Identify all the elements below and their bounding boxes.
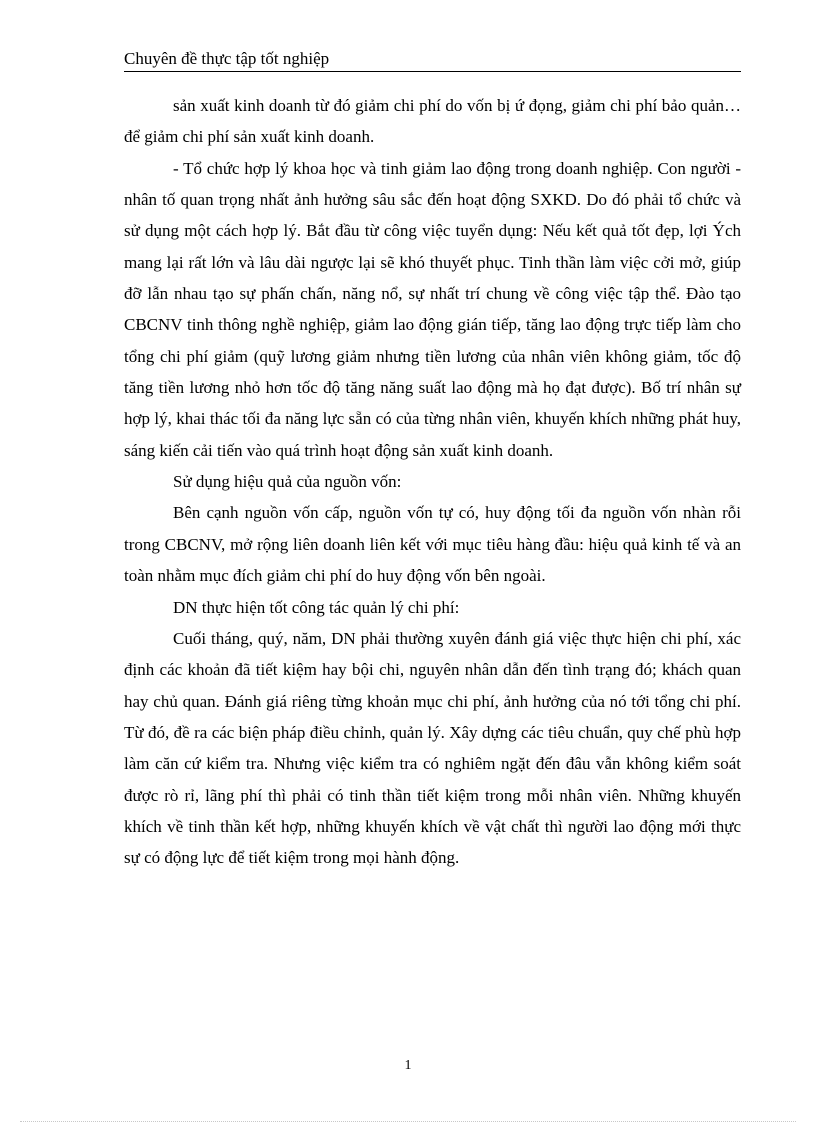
paragraph: Bên cạnh nguồn vốn cấp, nguồn vốn tự có, huy động tối đa nguồn vốn nhàn rỗi trong CBCNV, mở rộng liên doanh liên kết với mục tiêu hàng đầu: hiệu quả kinh tế và an toàn nhằm mục đích giảm chi phí do huy động vốn bên ngoài.	[124, 503, 741, 586]
page-header: Chuyên đề thực tập tốt nghiệp	[124, 48, 741, 72]
paragraph: Cuối tháng, quý, năm, DN phải thường xuyên đánh giá việc thực hiện chi phí, xác định các khoản đã tiết kiệm hay bội chi, nguyên nhân dẫn đến tình trạng đó; khách quan hay chủ quan. Đánh giá riêng từng khoản mục chi phí, ảnh hưởng của nó tới tổng chi phí. Từ đó, đề ra các biện pháp điều chỉnh, quản lý. Xây dựng các tiêu chuẩn, quy chế phù hợp làm căn cứ kiểm tra. Nhưng việc kiểm tra có nghiêm ngặt đến đâu vẫn không kiểm soát được rò rỉ, lãng phí thì phải có tinh thần tiết kiệm trong mỗi nhân viên. Những khuyến khích về tinh thần kết hợp, những khuyến khích về vật chất thì người lao động mới thực sự có động lực để tiết kiệm trong mọi hành động.	[124, 628, 741, 868]
page-number: 1	[404, 1058, 412, 1073]
section-heading: DN thực hiện tốt công tác quản lý chi phí:	[173, 597, 460, 617]
paragraph: - Tổ chức hợp lý khoa học và tinh giảm lao động trong doanh nghiệp. Con người - nhân tố quan trọng nhất ảnh hưởng sâu sắc đến hoạt động SXKD. Do đó phải tổ chức và sử dụng một cách hợp lý. Bắt đầu từ công việc tuyển dụng: Nếu kết quả tốt đẹp, lợi Ých mang lại rất lớn và lâu dài ngược lại sẽ khó thuyết phục. Tinh thần làm việc cởi mở, giúp đỡ lẫn nhau tạo sự phấn chấn, năng nổ, sự nhất trí chung về công việc tập thể. Đào tạo CBCNV tinh thông nghề nghiệp, giảm lao động gián tiếp, tăng lao động trực tiếp làm cho tổng chi phí giảm (quỹ lương giảm nhưng tiền lương của nhân viên không giảm, tốc độ tăng tiền lương nhỏ hơn tốc độ tăng năng suất lao động mà họ đạt được). Bố trí nhân sự hợp lý, khai thác tối đa năng lực sẵn có của từng nhân viên, khuyến khích những phát huy, sáng kiến cải tiến vào quá trình hoạt động sản xuất kinh doanh.	[124, 158, 741, 460]
page-boundary	[20, 1121, 796, 1122]
paragraph: sản xuất kinh doanh từ đó giảm chi phí do vốn bị ứ đọng, giảm chi phí bảo quản… để giảm chi phí sản xuất kinh doanh.	[124, 96, 741, 147]
section-heading: Sử dụng hiệu quả của nguồn vốn:	[173, 472, 402, 492]
document-body	[124, 90, 741, 874]
